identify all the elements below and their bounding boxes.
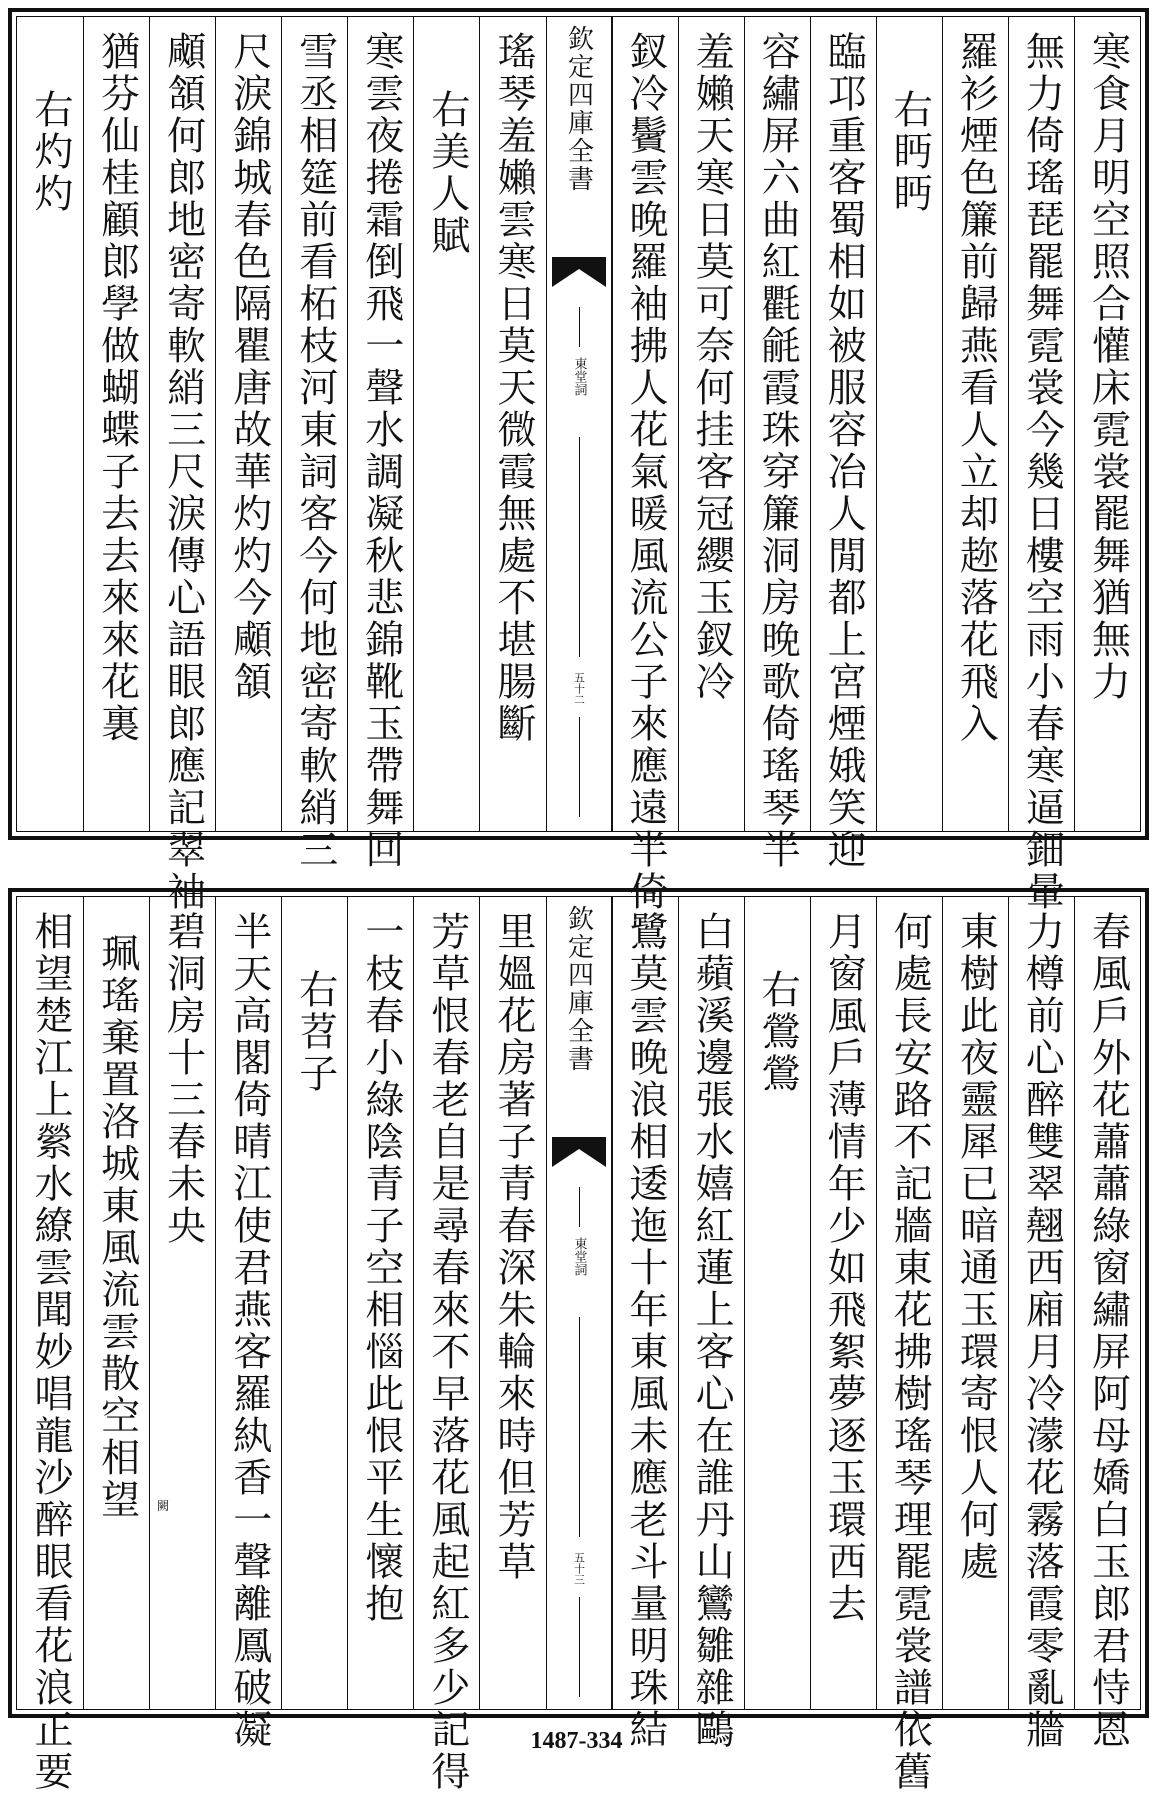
column-text: 右苕子 bbox=[292, 969, 338, 1095]
text-column bbox=[149, 17, 215, 913]
top-page-grid bbox=[16, 16, 1141, 913]
column-text: 容繡屏六曲紅氍毹霞珠穿簾洞房晚歌倚瑤琴半 bbox=[755, 31, 801, 871]
column-text: 右灼灼 bbox=[28, 89, 74, 215]
text-column bbox=[17, 17, 83, 831]
column-text: 右眄眄 bbox=[887, 89, 933, 215]
column-text: 何處長安路不記牆東花拂樹瑤琴理罷霓裳譜依舊 bbox=[887, 911, 933, 1793]
inline-lacuna-note: 闕 bbox=[157, 1499, 170, 1513]
gutter-book-title: 欽定四庫全書 bbox=[563, 25, 594, 193]
gutter-book-title: 欽定四庫全書 bbox=[563, 905, 594, 1073]
gutter-work-title: 東堂詞 bbox=[571, 1237, 587, 1276]
column-text: 半天高閣倚晴江使君燕客羅紈香一聲離鳳破凝 bbox=[226, 911, 272, 1751]
column-text: 珮瑤棄置洛城東風流雲散空相望 bbox=[94, 933, 140, 1521]
column-text: 力樽前心醉雙翠翹西廂月冷濛花霧落霞零亂牆 bbox=[1019, 911, 1065, 1751]
gutter-work-title: 東堂詞 bbox=[571, 357, 587, 396]
column-text: 月窗風戶薄情年少如飛絮夢逐玉環西去 bbox=[821, 911, 867, 1625]
text-column bbox=[942, 17, 1008, 831]
text-column bbox=[678, 897, 744, 1751]
gutter-border bbox=[546, 17, 612, 831]
text-column bbox=[1008, 897, 1074, 1751]
column-text: 芳草恨春老自是尋春來不早落花風起紅多少記得 bbox=[424, 911, 470, 1793]
text-column bbox=[876, 897, 942, 1793]
column-text: 羅衫煙色簾前歸燕看人立却趂落花飛入 bbox=[953, 31, 999, 745]
text-column bbox=[347, 17, 413, 871]
column-text: 右鶯鶯 bbox=[755, 969, 801, 1095]
text-column bbox=[744, 17, 810, 871]
column-text: 羞嬾天寒日莫可奈何挂客冠纓玉釵冷 bbox=[689, 31, 735, 703]
top-page-frame bbox=[8, 8, 1149, 913]
text-column bbox=[612, 897, 678, 1751]
text-column bbox=[83, 897, 149, 1709]
text-column bbox=[479, 17, 545, 831]
text-column bbox=[1008, 17, 1074, 913]
column-text: 寒雲夜捲霜倒飛一聲水調凝秋悲錦靴玉帶舞回 bbox=[358, 31, 404, 871]
text-column bbox=[810, 897, 876, 1709]
text-column bbox=[413, 17, 479, 831]
column-text: 右美人賦 bbox=[424, 89, 470, 257]
column-text: 白蘋溪邊張水嬉紅蓮上客心在誰丹山鸞雛雜鷗 bbox=[689, 911, 735, 1751]
gutter-border bbox=[546, 897, 612, 1709]
column-text: 釵冷鬢雲晚羅袖拂人花氣暖風流公子來應遠半倚 bbox=[623, 31, 669, 913]
text-column bbox=[1074, 17, 1140, 831]
text-column bbox=[678, 17, 744, 831]
column-text: 雪丞相筵前看柘枝河東詞客今何地密寄軟綃三 bbox=[292, 31, 338, 871]
text-column bbox=[479, 897, 545, 1709]
page-footer-number: 1487-334 bbox=[530, 1728, 623, 1754]
column-text: 里媼花房著子青春深朱輪來時但芳草 bbox=[490, 911, 536, 1583]
text-column bbox=[17, 897, 83, 1793]
column-text: 無力倚瑤琵罷舞霓裳今幾日樓空雨小春寒逼鈿暈 bbox=[1019, 31, 1065, 913]
gutter-page-number: 五十二 bbox=[572, 672, 586, 705]
column-text: 寒食月明空照合懽床霓裳罷舞猶無力 bbox=[1085, 31, 1131, 703]
column-text: 猶芬仙桂顧郎學做蝴蝶子去去來來花裏 bbox=[94, 31, 140, 745]
text-column bbox=[612, 17, 678, 913]
column-text: 臨邛重客蜀相如被服容冶人閒都上宮煙娥笑迎 bbox=[821, 31, 867, 871]
column-text: 鷺莫雲晚浪相逶迤十年東風未應老斗量明珠結 bbox=[623, 911, 669, 1751]
text-column bbox=[744, 897, 810, 1709]
column-text: 顑頷何郎地密寄軟綃三尺淚傳心語眼郎應記翠袖 bbox=[160, 31, 206, 913]
column-text: 一枝春小綠陰青子空相惱此恨平生懷抱 bbox=[358, 911, 404, 1625]
text-column bbox=[876, 17, 942, 831]
text-column bbox=[149, 897, 215, 1709]
text-column bbox=[413, 897, 479, 1793]
text-column bbox=[1074, 897, 1140, 1751]
text-column bbox=[942, 897, 1008, 1709]
text-column bbox=[215, 897, 281, 1751]
text-column bbox=[810, 17, 876, 871]
text-column bbox=[347, 897, 413, 1709]
column-text: 碧洞房十三春未央 bbox=[160, 911, 206, 1247]
gutter-page-number: 五十三 bbox=[572, 1552, 586, 1585]
column-text: 東樹此夜靈犀已暗通玉環寄恨人何處 bbox=[953, 911, 999, 1583]
text-column bbox=[215, 17, 281, 831]
text-column bbox=[281, 17, 347, 871]
column-text: 瑤琴羞嬾雲寒日莫天微霞無處不堪腸斷 bbox=[490, 31, 536, 745]
column-text: 相望楚江上縈水繚雲聞妙唱龍沙醉眼看花浪正要 bbox=[28, 911, 74, 1793]
column-text: 尺淚錦城春色隔瞿唐故華灼灼今顑頷 bbox=[226, 31, 272, 703]
text-column bbox=[83, 17, 149, 831]
column-text: 春風戶外花蕭蕭綠窗繡屏阿母嬌白玉郎君恃恩 bbox=[1085, 911, 1131, 1751]
text-column bbox=[281, 897, 347, 1709]
